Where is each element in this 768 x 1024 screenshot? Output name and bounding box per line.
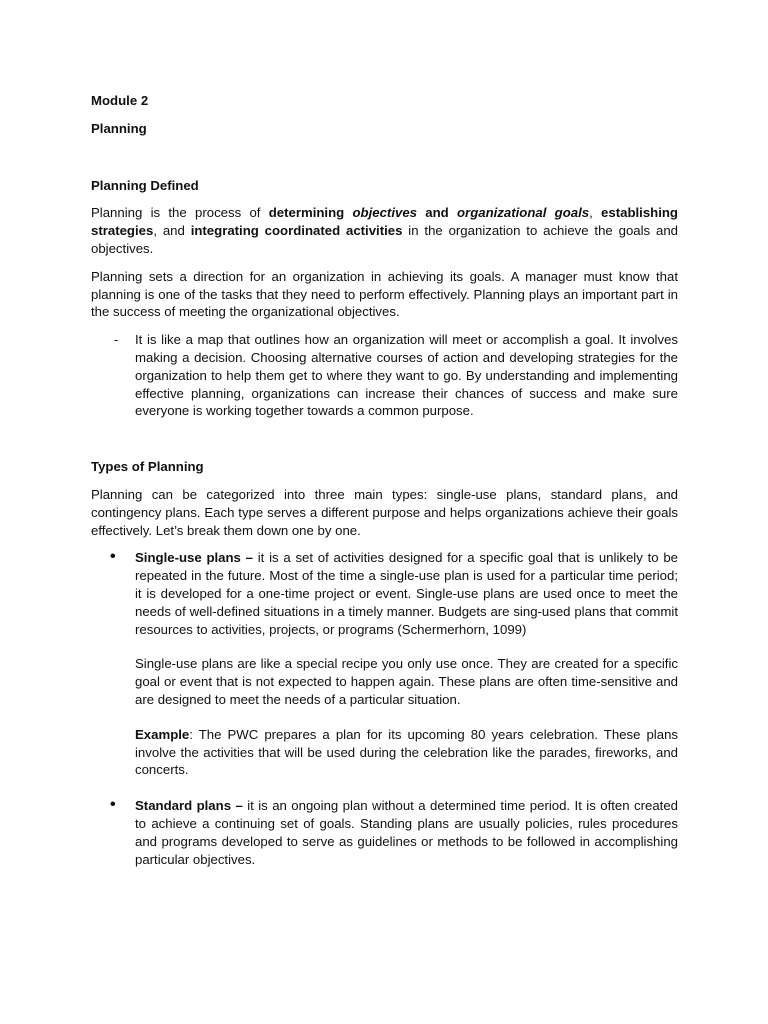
bullet-item-standard: [91, 797, 678, 868]
single-use-definition-text: it is a set of activities designed for a specific goal that is unlikely to be repeated in the future. Most of the time a single-use plan is used for a particular time period; it is developed for a one-time project or event. Single-use plans are used once to meet the needs of well-defined situations in a timely manner. Budgets are sing-used plans that commit resources to activities, projects, or programs (Schermerhorn, 1099): [135, 550, 678, 637]
definition-paragraph: [91, 204, 678, 257]
definition-text-1: Planning is the process of: [91, 205, 269, 221]
spacer: [91, 420, 678, 458]
example-label: Example: [135, 726, 190, 742]
single-use-explanation: Single-use plans are like a special recipe you only use once. They are created for a specific goal or event that is not expected to happen again. These plans are often time-sensitive and are designed to meet the needs of a particular situation.: [135, 656, 678, 707]
dash-list: [91, 331, 678, 420]
single-use-example: [135, 726, 678, 779]
direction-paragraph: Planning sets a direction for an organization in achieving its goals. A manager must know that planning is one of the tasks that they need to perform effectively. Planning plays an important part in the success of meeting the organizational objectives.: [91, 268, 678, 320]
dash-marker: -: [114, 332, 119, 348]
standard-term: Standard plans –: [135, 798, 243, 814]
definition-text-4: in the organization to achieve the goals and objectives.: [91, 223, 678, 256]
standard-definition: [135, 797, 678, 868]
document-content: [91, 92, 678, 886]
module-label: Module 2: [91, 93, 149, 108]
definition-bold-2: and: [417, 205, 457, 221]
example-text: : The PWC prepares a plan for its upcoming 80 years celebration. These plans involve the activities that will be used during the celebration like the parades, fireworks, and concerts.: [135, 726, 678, 778]
standard-definition-text: it is an ongoing plan without a determined time period. It is often created to achieve a continuing set of goals. Standing plans are usually policies, rules procedures and programs developed to serve as guidelines or methods to be followed in accomplishing particular objectives.: [135, 798, 678, 867]
definition-text-2: ,: [589, 205, 602, 221]
definition-text-3: , and: [153, 223, 191, 239]
section-heading-types: Types of Planning: [91, 459, 204, 475]
definition-bold-integrating: integrating coordinated activities: [190, 223, 403, 239]
dash-list-item: [91, 331, 678, 420]
bullet-list: [91, 549, 678, 868]
definition-bold-italic-objectives: objectives: [352, 205, 417, 221]
definition-bold-1: determining: [268, 205, 353, 221]
bullet-item-single-use: [91, 549, 678, 779]
single-use-definition: [135, 549, 678, 638]
bullet-icon: •: [110, 548, 116, 566]
types-intro-paragraph: Planning can be categorized into three main types: single-use plans, standard plans, and contingency plans. Each type serves a different purpose and helps organizations achieve their goals effectively. Let’s break them down one by one.: [91, 486, 678, 538]
bullet-icon: •: [110, 796, 116, 814]
definition-bold-strategies: establishing strategies: [91, 205, 678, 239]
section-heading-planning-defined: Planning Defined: [91, 177, 199, 193]
single-use-term: Single-use plans –: [135, 550, 253, 566]
definition-bold-italic-goals: organizational goals: [457, 205, 590, 221]
dash-item-text: It is like a map that outlines how an organization will meet or accomplish a goal. It involves making a decision. Choosing alternative courses of action and developing strategies for the organization to help them get to where they want to go. By understanding and implementing effective planning, organizations can increase their chances of success and make sure everyone is working together towards a common purpose.: [135, 332, 678, 419]
page-title: Planning: [91, 120, 147, 136]
